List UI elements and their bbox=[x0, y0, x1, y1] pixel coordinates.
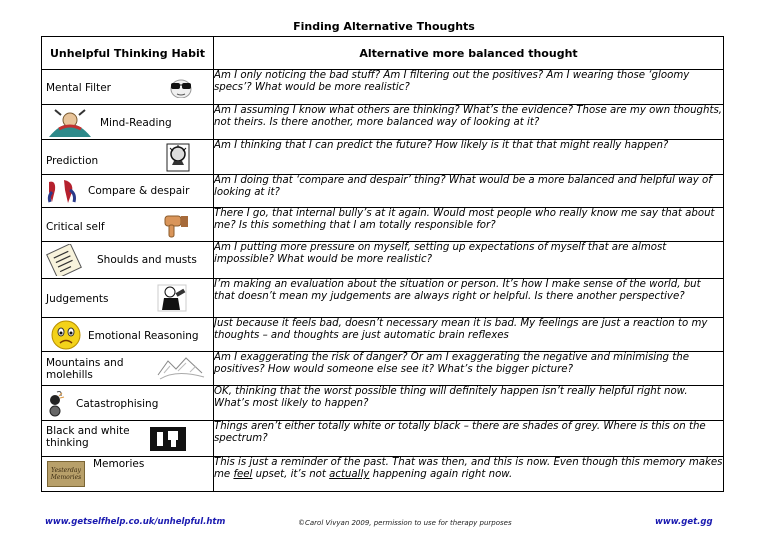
thumbs-down-icon bbox=[164, 213, 190, 239]
memories-text-a: This is just a reminder of the past. That was then, and this is now. Even though this memory makes me bbox=[214, 457, 723, 480]
table-row bbox=[42, 105, 724, 140]
memories-text-c: happening again right now. bbox=[369, 469, 513, 480]
table-row bbox=[42, 242, 724, 279]
checklist-icon bbox=[44, 244, 84, 276]
alternative-cell: OK, thinking that the worst possible thing will definitely happen isn’t really helpful right now. What’s most likely to happen? bbox=[214, 386, 724, 421]
alternative-cell bbox=[214, 457, 724, 492]
habit-cell bbox=[42, 279, 214, 318]
sunglasses-icon bbox=[168, 76, 194, 98]
habit-cell bbox=[42, 242, 214, 279]
alternative-cell: There I go, that internal bully’s at it again. Would most people who really know me say that about me? Is this something that I am totally responsible for? bbox=[214, 208, 724, 242]
table-row bbox=[42, 70, 724, 105]
footer-copyright: ©Carol Vivyan 2009, permission to use for therapy purposes bbox=[298, 519, 512, 527]
habit-label: Shoulds and musts bbox=[97, 254, 197, 266]
table-header-row bbox=[42, 37, 724, 70]
habit-cell bbox=[42, 208, 214, 242]
habit-label: Judgements bbox=[46, 293, 109, 305]
alternative-cell: Just because it feels bad, doesn’t necessary mean it is bad. My feelings are just a reaction to my thoughts – and thoughts are just automatic brain reflexes bbox=[214, 318, 724, 352]
yesterday-memories-icon: Yesterday Memories bbox=[47, 461, 85, 487]
compare-figures-icon bbox=[46, 178, 78, 205]
habit-cell bbox=[42, 140, 214, 175]
table-row bbox=[42, 208, 724, 242]
habit-label: Emotional Reasoning bbox=[88, 330, 199, 342]
habit-cell bbox=[42, 175, 214, 208]
table-row bbox=[42, 318, 724, 352]
habit-cell bbox=[42, 352, 214, 386]
habit-cell bbox=[42, 105, 214, 140]
habit-cell bbox=[42, 318, 214, 352]
memories-actually: actually bbox=[329, 469, 370, 480]
memories-text-b: upset, it’s not bbox=[252, 469, 330, 480]
black-white-icon bbox=[150, 427, 186, 451]
habit-cell bbox=[42, 421, 214, 457]
alternative-cell: Am I exaggerating the risk of danger? Or am I exaggerating the negative and minimising the positives? How would someone else see it? What’s the bigger picture? bbox=[214, 352, 724, 386]
habit-label: Memories bbox=[93, 458, 145, 470]
habit-label: Mental Filter bbox=[46, 82, 111, 94]
page-title: Finding Alternative Thoughts bbox=[293, 20, 475, 33]
alternative-column-header: Alternative more balanced thought bbox=[214, 37, 724, 70]
judge-icon bbox=[156, 283, 188, 313]
table-row bbox=[42, 386, 724, 421]
alternative-cell: Am I only noticing the bad stuff? Am I filtering out the positives? Am I wearing those ‘gloomy specs’? What would be more realistic? bbox=[214, 70, 724, 105]
mountains-icon bbox=[156, 355, 206, 382]
habit-cell bbox=[42, 457, 214, 492]
bomb-icon bbox=[47, 389, 67, 418]
table-row bbox=[42, 352, 724, 386]
habit-label: Mind-Reading bbox=[100, 117, 172, 129]
alternative-thoughts-table bbox=[41, 36, 724, 492]
footer-short-link[interactable]: www.get.gg bbox=[655, 517, 713, 527]
habit-cell bbox=[42, 70, 214, 105]
table-row bbox=[42, 175, 724, 208]
habit-label: Compare & despair bbox=[88, 185, 190, 197]
table-row bbox=[42, 421, 724, 457]
alternative-cell: Am I putting more pressure on myself, setting up expectations of myself that are almost impossible? What would be more realistic? bbox=[214, 242, 724, 279]
table-row bbox=[42, 457, 724, 492]
alternative-cell: Am I doing that ‘compare and despair’ thing? What would be a more balanced and helpful way of looking at it? bbox=[214, 175, 724, 208]
alternative-cell: Am I thinking that I can predict the future? How likely is it that that might really happen? bbox=[214, 140, 724, 175]
mind-reader-icon bbox=[45, 107, 95, 138]
sad-face-icon bbox=[50, 319, 82, 351]
habit-label: Black and white thinking bbox=[46, 425, 130, 449]
habit-column-header: Unhelpful Thinking Habit bbox=[42, 37, 214, 70]
habit-label: Critical self bbox=[46, 221, 105, 233]
alternative-cell: I’m making an evaluation about the situation or person. It’s how I make sense of the world, but that doesn’t mean my judgements are always right or helpful. Is there another perspective? bbox=[214, 279, 724, 318]
alternative-cell: Things aren’t either totally white or totally black – there are shades of grey. Where is this on the spectrum? bbox=[214, 421, 724, 457]
habit-label: Mountains and molehills bbox=[46, 357, 124, 381]
habit-label: Prediction bbox=[46, 155, 99, 167]
table-row bbox=[42, 140, 724, 175]
alternative-cell: Am I assuming I know what others are thinking? What’s the evidence? Those are my own thoughts, not theirs. Is there another, more balanced way of looking at it? bbox=[214, 105, 724, 140]
footer-website-link[interactable]: www.getselfhelp.co.uk/unhelpful.htm bbox=[45, 517, 226, 527]
habit-cell bbox=[42, 386, 214, 421]
habit-label: Catastrophising bbox=[76, 398, 159, 410]
memories-feel: feel bbox=[233, 469, 253, 480]
table-row bbox=[42, 279, 724, 318]
crystal-ball-icon bbox=[166, 143, 190, 172]
